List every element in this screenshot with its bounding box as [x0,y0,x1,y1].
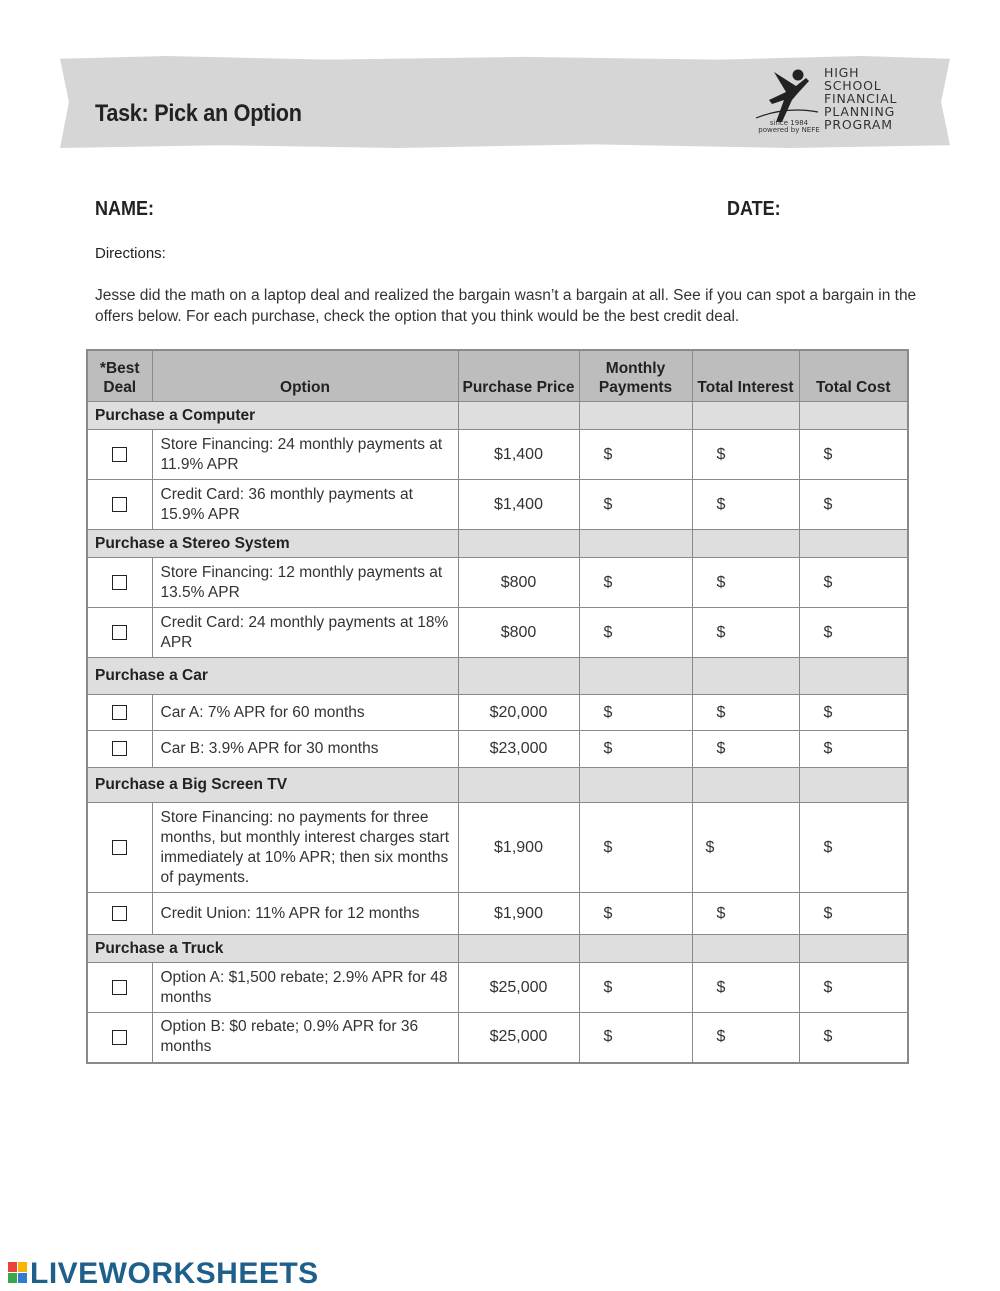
best-deal-checkbox[interactable] [112,1030,127,1045]
best-deal-checkbox[interactable] [112,840,127,855]
page-title: Task: Pick an Option [95,100,302,127]
header-monthly-payments: Monthly Payments [579,350,692,402]
group-row-tv [87,768,908,803]
monthly-payment-input[interactable]: $ [579,695,692,731]
table-row [87,963,908,1013]
program-logo [752,66,912,138]
table-row [87,803,908,893]
group-row-computer [87,402,908,430]
group-title: Purchase a Stereo System [87,530,458,558]
table-row [87,695,908,731]
table-row [87,558,908,608]
best-deal-checkbox[interactable] [112,497,127,512]
total-interest-input[interactable]: $ [692,731,799,768]
option-text: Car B: 3.9% APR for 30 months [152,731,458,768]
purchase-price: $20,000 [458,695,579,731]
header-total-cost: Total Cost [799,350,908,402]
runner-logo-icon [752,66,822,126]
total-cost-input[interactable]: $ [799,1013,908,1063]
option-text: Store Financing: no payments for three months, but monthly interest charges start immediately at 10% APR; then six months of payments. [152,803,458,893]
best-deal-checkbox[interactable] [112,741,127,756]
table-row [87,430,908,480]
purchase-price: $1,400 [458,430,579,480]
total-interest-input[interactable]: $ [692,1013,799,1063]
option-text: Credit Card: 24 monthly payments at 18% APR [152,608,458,658]
option-text: Car A: 7% APR for 60 months [152,695,458,731]
total-cost-input[interactable]: $ [799,963,908,1013]
total-cost-input[interactable]: $ [799,430,908,480]
option-text: Credit Union: 11% APR for 12 months [152,893,458,935]
total-cost-input[interactable]: $ [799,695,908,731]
purchase-price: $25,000 [458,963,579,1013]
total-cost-input[interactable]: $ [799,558,908,608]
monthly-payment-input[interactable]: $ [579,558,692,608]
header-option: Option [152,350,458,402]
liveworksheets-logo [8,1257,319,1290]
best-deal-checkbox[interactable] [112,980,127,995]
purchase-price: $1,900 [458,893,579,935]
group-row-stereo [87,530,908,558]
credit-deals-table [86,349,909,1064]
option-text: Option B: $0 rebate; 0.9% APR for 36 months [152,1013,458,1063]
best-deal-checkbox[interactable] [112,625,127,640]
monthly-payment-input[interactable]: $ [579,608,692,658]
purchase-price: $800 [458,608,579,658]
best-deal-checkbox[interactable] [112,447,127,462]
total-cost-input[interactable]: $ [799,893,908,935]
purchase-price: $800 [458,558,579,608]
monthly-payment-input[interactable]: $ [579,1013,692,1063]
total-interest-input[interactable]: $ [692,558,799,608]
monthly-payment-input[interactable]: $ [579,430,692,480]
header-best-deal: *Best Deal [87,350,152,402]
total-interest-input[interactable]: $ [692,430,799,480]
best-deal-checkbox[interactable] [112,575,127,590]
logo-since: since 1984 powered by NEFE [758,119,820,134]
monthly-payment-input[interactable]: $ [579,963,692,1013]
option-text: Store Financing: 24 monthly payments at 11.9% APR [152,430,458,480]
monthly-payment-input[interactable]: $ [579,480,692,530]
name-label: NAME: [95,198,154,220]
total-interest-input[interactable]: $ [692,803,799,893]
date-label: DATE: [727,198,781,220]
total-cost-input[interactable]: $ [799,803,908,893]
total-interest-input[interactable]: $ [692,480,799,530]
group-title: Purchase a Computer [87,402,458,430]
option-text: Option A: $1,500 rebate; 2.9% APR for 48 months [152,963,458,1013]
table-header-row [87,350,908,402]
table-row [87,731,908,768]
directions-label: Directions: [95,245,166,262]
table-row [87,608,908,658]
purchase-price: $1,400 [458,480,579,530]
monthly-payment-input[interactable]: $ [579,731,692,768]
table-row [87,480,908,530]
group-title: Purchase a Truck [87,935,458,963]
best-deal-checkbox[interactable] [112,906,127,921]
table-row [87,1013,908,1063]
header-purchase-price: Purchase Price [458,350,579,402]
table-row [87,893,908,935]
group-row-car [87,658,908,695]
group-title: Purchase a Big Screen TV [87,768,458,803]
total-interest-input[interactable]: $ [692,893,799,935]
purchase-price: $25,000 [458,1013,579,1063]
total-interest-input[interactable]: $ [692,963,799,1013]
monthly-payment-input[interactable]: $ [579,893,692,935]
total-cost-input[interactable]: $ [799,731,908,768]
header-total-interest: Total Interest [692,350,799,402]
logo-wordmark: HIGH SCHOOL FINANCIAL PLANNING PROGRAM [824,65,898,132]
group-title: Purchase a Car [87,658,458,695]
total-cost-input[interactable]: $ [799,608,908,658]
monthly-payment-input[interactable]: $ [579,803,692,893]
total-cost-input[interactable]: $ [799,480,908,530]
group-row-truck [87,935,908,963]
purchase-price: $1,900 [458,803,579,893]
total-interest-input[interactable]: $ [692,608,799,658]
directions-text: Jesse did the math on a laptop deal and realized the bargain wasn’t a bargain at all. See if you can spot a bargain in the offers below. For each purchase, check the option that you think would be the best credit deal. [95,287,917,325]
total-interest-input[interactable]: $ [692,695,799,731]
liveworksheets-wordmark: LIVEWORKSHEETS [30,1257,319,1290]
option-text: Store Financing: 12 monthly payments at 13.5% APR [152,558,458,608]
best-deal-checkbox[interactable] [112,705,127,720]
purchase-price: $23,000 [458,731,579,768]
option-text: Credit Card: 36 monthly payments at 15.9% APR [152,480,458,530]
liveworksheets-badge-icon [8,1262,28,1284]
